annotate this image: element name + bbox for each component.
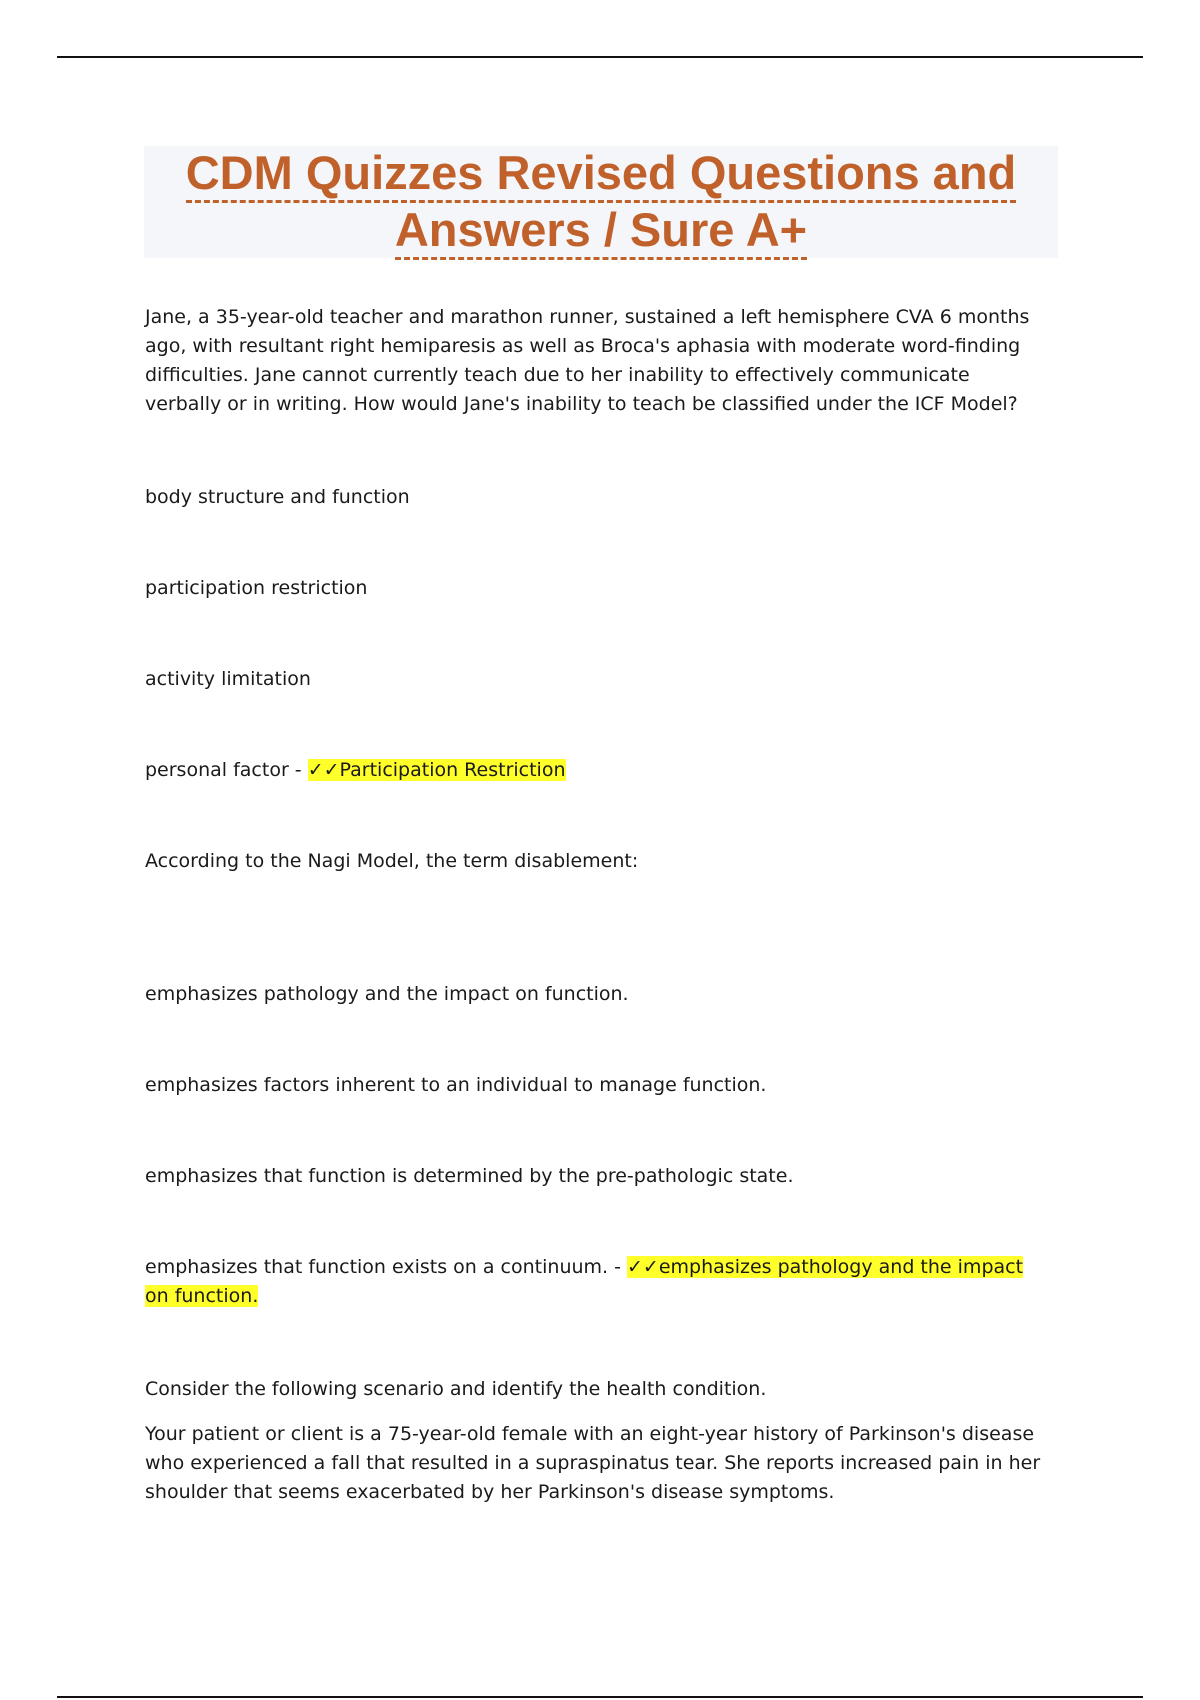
question-1-stem: Jane, a 35-year-old teacher and marathon runner, sustained a left hemisphere CVA 6 months ago, with resultant right hemiparesis as well as Broca's aphasia with moderate word-finding difficulties. Jane cannot currently teach due to her inability to effectively communicate verbally or in writing. How would Jane's inability to teach be classified under the ICF Model? [145,306,1030,415]
question-2-option-4: emphasizes that function exists on a continuum. - [145,1256,628,1278]
question-2-option-4-with-answer [145,1253,1045,1311]
question-2-answer: emphasizes pathology and the impact on function. [145,1256,1024,1307]
title-banner [144,146,1058,258]
question-1-answer: Participation Restriction [339,759,566,781]
question-2-option-3: emphasizes that function is determined by the pre-pathologic state. [145,1165,794,1187]
question-2-option-2: emphasizes factors inherent to an individual to manage function. [145,1074,767,1096]
document-title-line-2: Answers / Sure A+ [395,203,807,260]
question-2-stem: According to the Nagi Model, the term disablement: [145,850,639,872]
question-1-option-3: activity limitation [145,668,311,690]
top-rule [57,56,1143,58]
answer-highlight [308,759,566,781]
question-1-option-2: participation restriction [145,577,368,599]
document-title-line-1: CDM Quizzes Revised Questions and [186,146,1017,203]
question-1-option-1: body structure and function [145,486,410,508]
document-body [145,303,1045,1507]
question-2-option-1: emphasizes pathology and the impact on function. [145,983,629,1005]
question-3-scenario: Your patient or client is a 75-year-old female with an eight-year history of Parkinson's disease who experienced a fall that resulted in a supraspinatus tear. She reports increased pain in her shoulder that seems exacerbated by her Parkinson's disease symptoms. [145,1423,1041,1503]
question-3-stem: Consider the following scenario and identify the health condition. [145,1378,767,1400]
question-1-option-4-with-answer [145,756,1045,785]
question-1-option-4: personal factor - [145,759,308,781]
double-check-icon: ✓✓ [307,759,340,781]
double-check-icon: ✓✓ [627,1256,659,1278]
bottom-rule [57,1696,1143,1698]
